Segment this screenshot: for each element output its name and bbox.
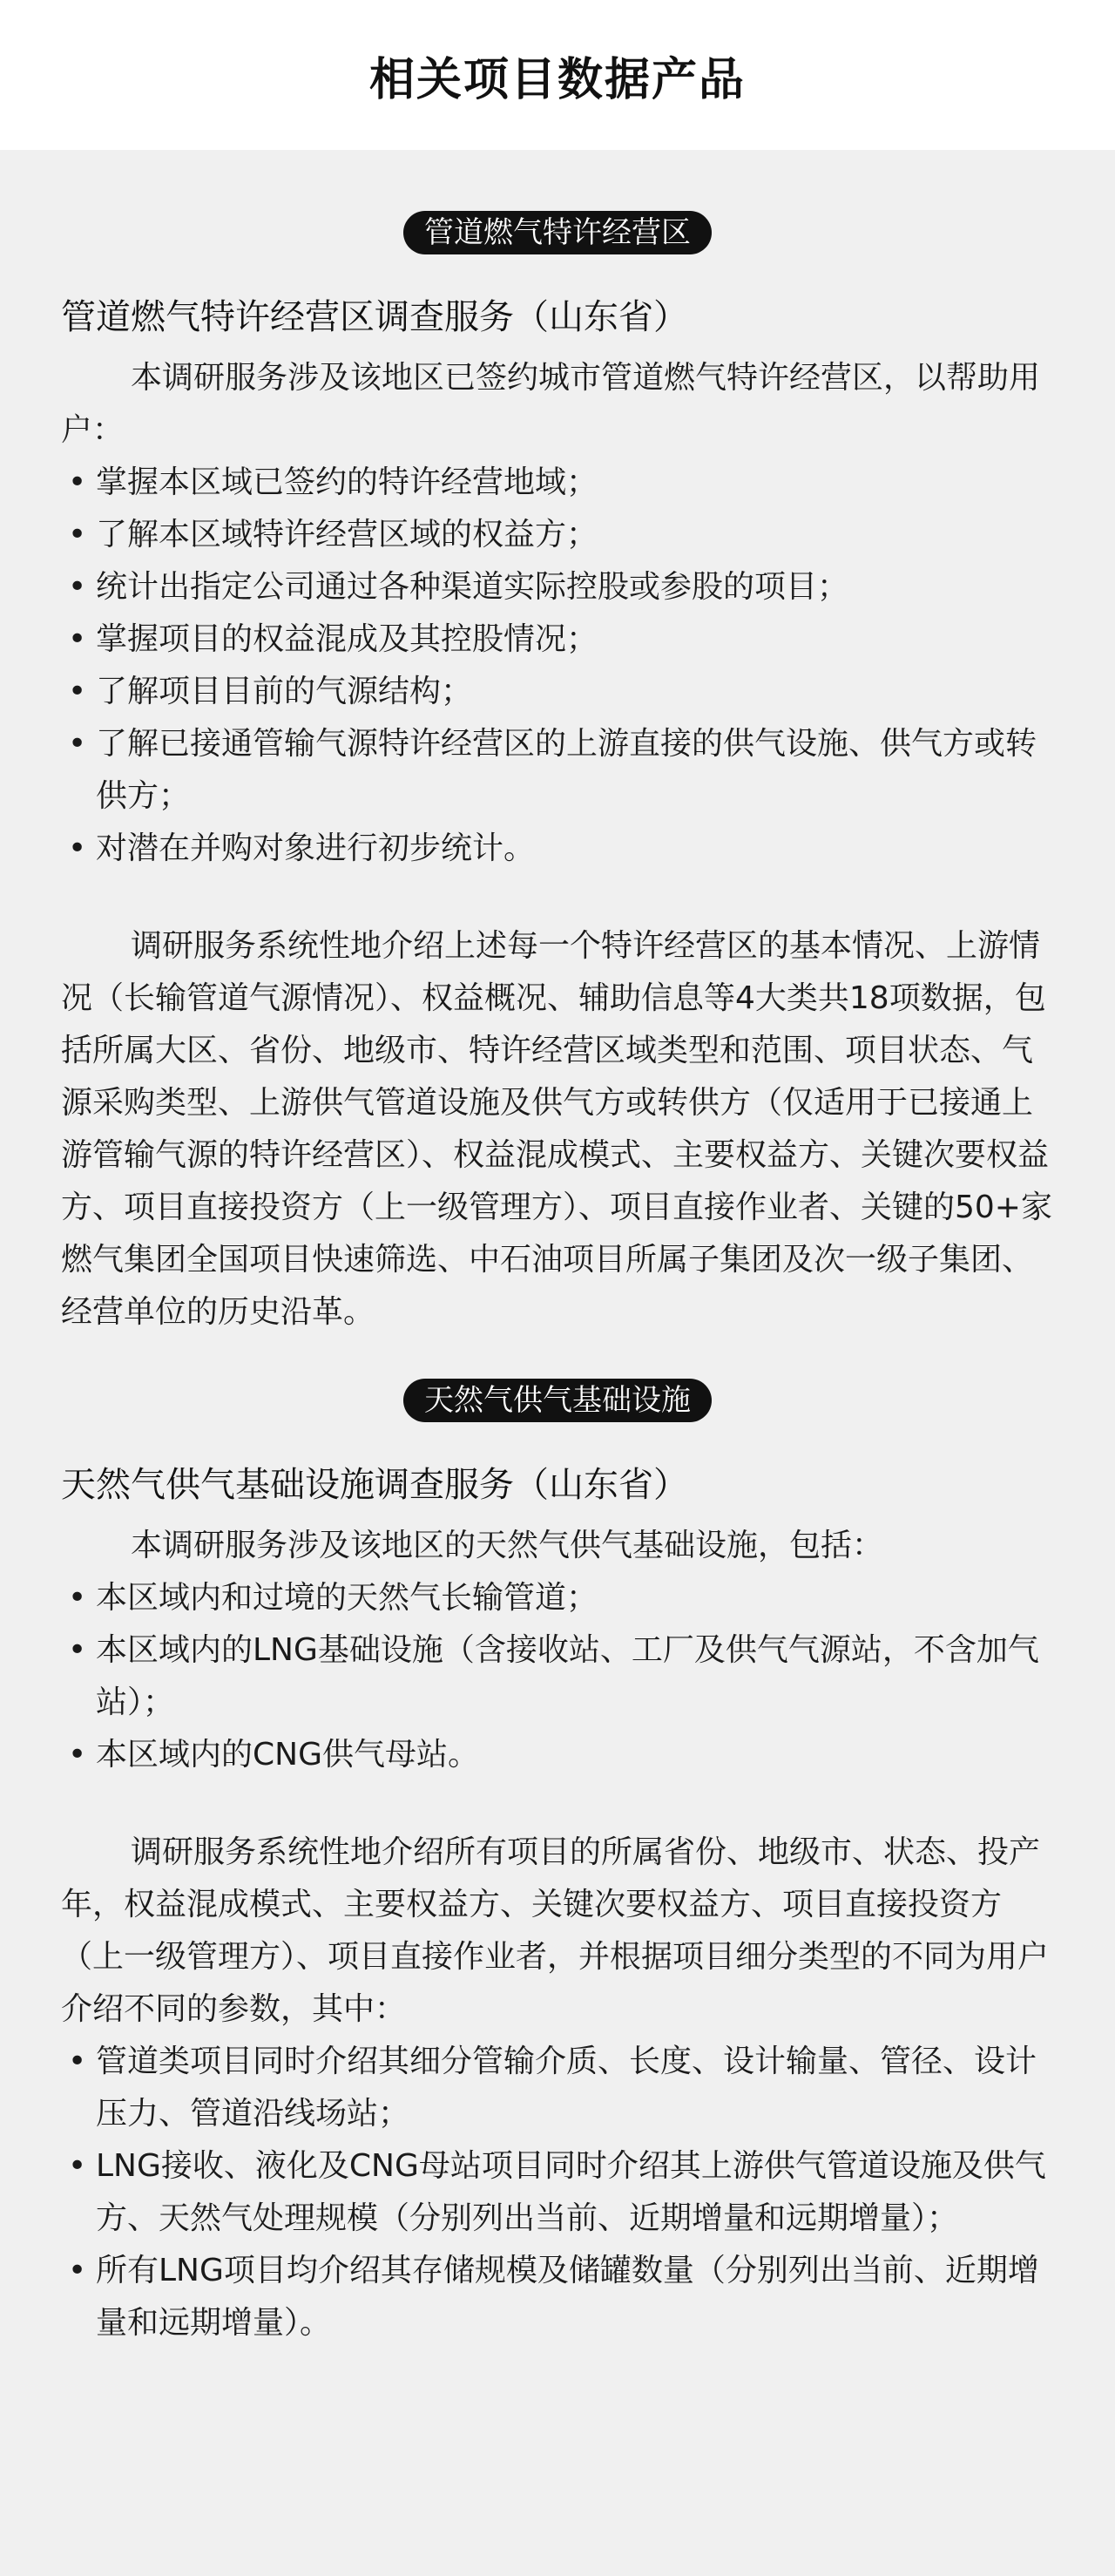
list-item: • LNG接收、液化及CNG母站项目同时介绍其上游供气管道设施及供气方、天然气处理规模（分别列出当前、近期增量和远期增量）；	[61, 2140, 1054, 2245]
list-item: • 本区域内的CNG供气母站。	[61, 1729, 1054, 1781]
content-area	[0, 150, 1115, 2349]
section-detail-infrastructure: 调研服务系统性地介绍所有项目的所属省份、地级市、状态、投产年，权益混成模式、主要权益方、关键次要权益方、项目直接投资方（上一级管理方）、项目直接作业者，并根据项目细分类型的不同为用户介绍不同的参数，其中：	[61, 1834, 1050, 2027]
section-title-franchise: 管道燃气特许经营区调查服务（山东省）	[61, 297, 688, 337]
section-intro-franchise: 本调研服务涉及该地区已签约城市管道燃气特许经营区，以帮助用户：	[61, 360, 1041, 448]
bullet-list-franchise	[61, 457, 1054, 875]
list-item: • 所有LNG项目均介绍其存储规模及储罐数量（分别列出当前、近期增量和远期增量）。	[61, 2245, 1054, 2349]
list-item: • 本区域内的LNG基础设施（含接收站、工厂及供气气源站，不含加气站）；	[61, 1624, 1054, 1729]
list-item: • 掌握本区域已签约的特许经营地域；	[61, 457, 1054, 509]
bullet-list-parameters	[61, 2036, 1054, 2349]
list-item: • 了解项目目前的气源结构；	[61, 666, 1054, 718]
page-title: 相关项目数据产品	[368, 53, 746, 106]
list-item: • 统计出指定公司通过各种渠道实际控股或参股的项目；	[61, 561, 1054, 613]
section-label-wrap	[61, 211, 1054, 254]
page-header	[0, 0, 1115, 150]
list-item: • 了解本区域特许经营区域的权益方；	[61, 509, 1054, 561]
section-intro-infrastructure: 本调研服务涉及该地区的天然气供气基础设施，包括：	[131, 1528, 884, 1563]
list-item: • 本区域内和过境的天然气长输管道；	[61, 1572, 1054, 1624]
section-label-infrastructure: 天然气供气基础设施	[403, 1379, 712, 1422]
list-item: • 管道类项目同时介绍其细分管输介质、长度、设计输量、管径、设计压力、管道沿线场站；	[61, 2036, 1054, 2140]
list-item: • 了解已接通管输气源特许经营区的上游直接的供气设施、供气方或转供方；	[61, 718, 1054, 823]
section-label-franchise: 管道燃气特许经营区	[403, 211, 712, 254]
section-detail-franchise: 调研服务系统性地介绍上述每一个特许经营区的基本情况、上游情况（长输管道气源情况）、权益概况、辅助信息等4大类共18项数据，包括所属大区、省份、地级市、特许经营区域类型和范围、项目状态、气源采购类型、上游供气管道设施及供气方或转供方（仅适用于已接通上游管输气源的特许经营区）、权益混成模式、主要权益方、关键次要权益方、项目直接投资方（上一级管理方）、项目直接作业者、关键的50+家燃气集团全国项目快速筛选、中石油项目所属子集团及次一级子集团、经营单位的历史沿革。	[61, 928, 1052, 1330]
section-title-infrastructure: 天然气供气基础设施调查服务（山东省）	[61, 1465, 688, 1505]
section-label-wrap	[61, 1379, 1054, 1422]
list-item: • 对潜在并购对象进行初步统计。	[61, 823, 1054, 875]
bullet-list-infrastructure	[61, 1572, 1054, 1781]
list-item: • 掌握项目的权益混成及其控股情况；	[61, 613, 1054, 666]
